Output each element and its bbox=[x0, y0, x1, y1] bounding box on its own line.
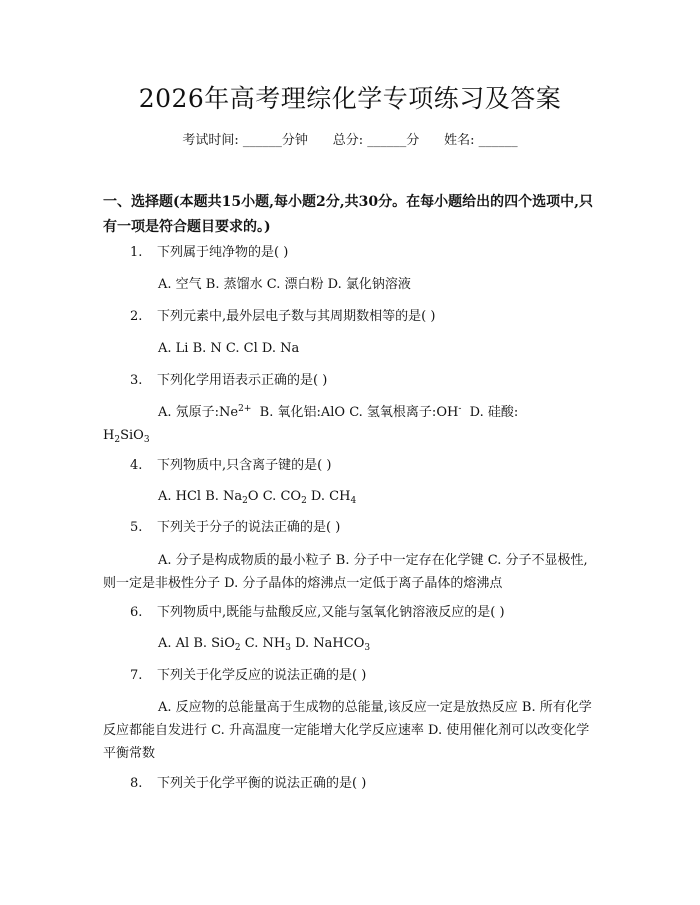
name-label: 姓名: bbox=[444, 133, 475, 148]
question-stem: 下列关于化学反应的说法正确的是( ) bbox=[157, 668, 367, 683]
question-5-options: A. 分子是构成物质的最小粒子 B. 分子中一定存在化学键 C. 分子不显极性,则一定是非极性分子 D. 分子晶体的熔沸点一定低于离子晶体的熔沸点 bbox=[103, 553, 588, 591]
formula-subscript: 3 bbox=[364, 643, 371, 653]
question-number: 8. bbox=[130, 776, 143, 791]
option-text: O C. CO bbox=[247, 489, 302, 504]
time-label: 考试时间: bbox=[182, 133, 239, 148]
time-blank: ______ bbox=[242, 133, 282, 148]
option-text: D. 硅酸: bbox=[461, 405, 519, 420]
formula-subscript: 3 bbox=[285, 643, 291, 653]
question-6-options bbox=[158, 634, 370, 654]
exam-info bbox=[0, 131, 700, 151]
question-8 bbox=[130, 774, 366, 794]
formula-text: H bbox=[103, 428, 115, 443]
option-text: D. CH bbox=[306, 489, 351, 504]
charge-superscript: 2+ bbox=[238, 404, 252, 414]
question-1-options: A. 空气 B. 蒸馏水 C. 漂白粉 D. 氯化钠溶液 bbox=[158, 277, 411, 292]
formula-subscript: 3 bbox=[143, 435, 150, 445]
question-stem: 下列物质中,既能与盐酸反应,又能与氢氧化钠溶液反应的是( ) bbox=[157, 605, 505, 620]
question-7-options: A. 反应物的总能量高于生成物的总能量,该反应一定是放热反应 B. 所有化学反应都能自发进行 C. 升高温度一定能增大化学反应速率 D. 使用催化剂可以改变化学平衡常数 bbox=[103, 700, 592, 761]
option-text: A. 氖原子:Ne bbox=[158, 405, 239, 420]
formula-subscript: 2 bbox=[114, 435, 121, 445]
question-4-options bbox=[158, 487, 356, 507]
question-stem: 下列物质中,只含离子键的是( ) bbox=[157, 458, 332, 473]
option-text: A. HCl B. Na bbox=[158, 489, 243, 504]
formula-subscript: 2 bbox=[301, 496, 307, 506]
question-3 bbox=[130, 371, 327, 391]
formula-subscript: 2 bbox=[242, 496, 248, 506]
option-text: D. NaHCO bbox=[290, 636, 365, 651]
page-title: 2026年高考理综化学专项练习及答案 bbox=[138, 84, 562, 113]
option-text: C. NH bbox=[240, 636, 286, 651]
question-stem: 下列属于纯净物的是( ) bbox=[157, 245, 289, 260]
question-stem: 下列元素中,最外层电子数与其周期数相等的是( ) bbox=[157, 309, 436, 324]
question-number: 3. bbox=[130, 373, 143, 388]
question-stem: 下列化学用语表示正确的是( ) bbox=[157, 373, 328, 388]
section-heading: 一、选择题(本题共15小题,每小题2分,共30分。在每小题给出的四个选项中,只有一项是符合题目要求的。) bbox=[103, 194, 593, 235]
time-unit: 分钟 bbox=[281, 133, 308, 148]
formula-subscript: 4 bbox=[350, 496, 357, 506]
question-number: 5. bbox=[130, 520, 143, 535]
question-number: 7. bbox=[130, 668, 143, 683]
question-6 bbox=[130, 603, 505, 623]
question-number: 1. bbox=[130, 245, 143, 260]
option-text: B. 氧化铝:AlO C. 氢氧根离子:OH bbox=[251, 405, 459, 420]
question-stem: 下列关于分子的说法正确的是( ) bbox=[157, 520, 341, 535]
question-2-options: A. Li B. N C. Cl D. Na bbox=[158, 341, 300, 356]
formula-text: SiO bbox=[120, 428, 144, 443]
question-4 bbox=[130, 456, 331, 476]
question-stem: 下列关于化学平衡的说法正确的是( ) bbox=[157, 776, 367, 791]
question-2 bbox=[130, 307, 435, 327]
question-number: 2. bbox=[130, 309, 143, 324]
score-unit: 分 bbox=[406, 133, 420, 148]
question-number: 4. bbox=[130, 458, 143, 473]
question-7 bbox=[130, 666, 366, 686]
name-blank: ______ bbox=[478, 133, 518, 148]
question-3-options bbox=[103, 401, 600, 447]
question-5 bbox=[130, 518, 340, 538]
question-1 bbox=[130, 243, 288, 263]
charge-superscript: - bbox=[458, 404, 462, 414]
formula-subscript: 2 bbox=[234, 643, 241, 653]
option-text: A. Al B. SiO bbox=[158, 636, 235, 651]
question-number: 6. bbox=[130, 605, 143, 620]
score-label: 总分: bbox=[332, 133, 364, 148]
score-blank: ______ bbox=[367, 133, 407, 148]
